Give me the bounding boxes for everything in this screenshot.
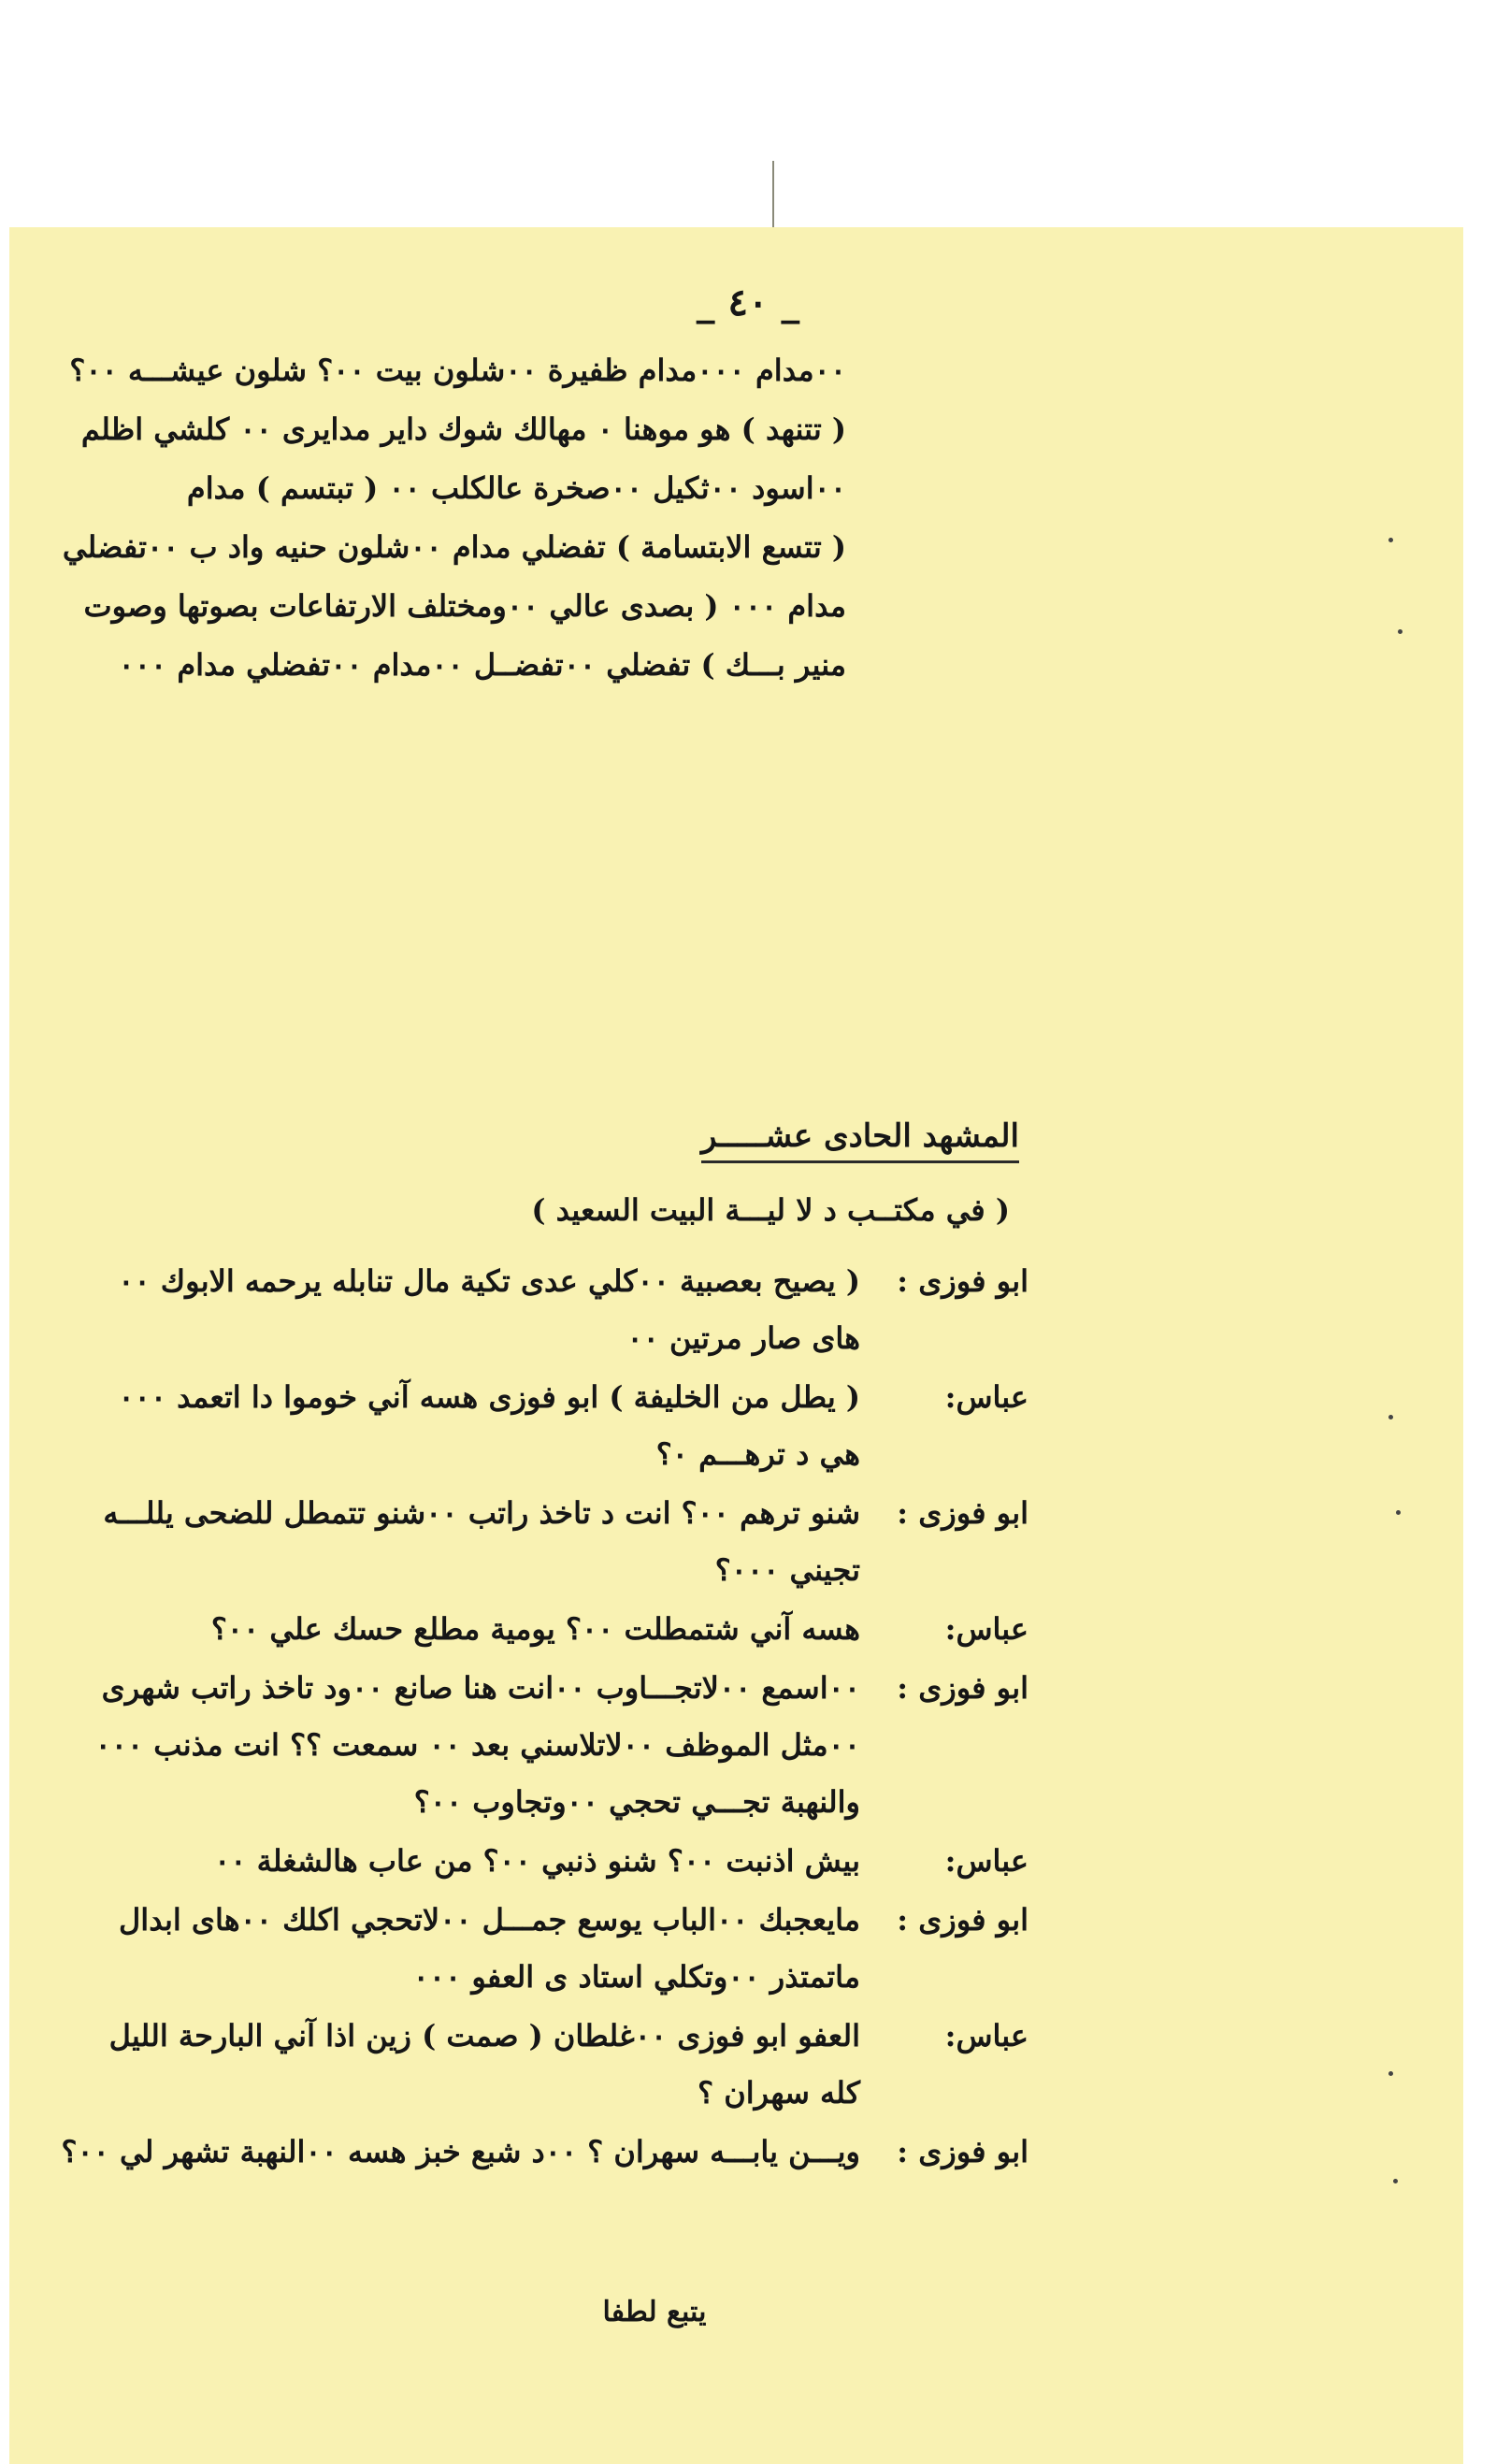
speech-line: ( يصيح بعصبية ٠٠كلي عدى تكية مال تنابله يرحمه الابوك ٠٠	[118, 1263, 860, 1299]
speech-line: كله سهران ؟	[698, 2075, 860, 2111]
text-line: مدام ٠٠٠ ( بصدى عالي ٠٠ومختلف الارتفاعات بصوتها وصوت	[83, 588, 846, 624]
speaker-name: ابو فوزى :	[897, 1670, 1028, 1706]
speaker-name: ابو فوزى :	[897, 1902, 1028, 1938]
speech-text	[65, 1601, 907, 1658]
speck	[1393, 2179, 1398, 2183]
speech-line: ويـــن يابـــه سهران ؟ ٠٠د شبع خبز هسه ٠٠النهبة تشهر لي ٠٠؟	[61, 2134, 860, 2169]
dialogue-line	[65, 1253, 1028, 1367]
registration-mark	[772, 161, 774, 236]
dialogue-line	[61, 2124, 1028, 2181]
text-line: منير بـــك ) تفضلي ٠٠تفضــل ٠٠مدام ٠٠تفضلي مدام ٠٠٠	[118, 647, 846, 683]
speech-line: والنهبة تجـــي تحجي ٠٠وتجاوب ٠٠؟	[413, 1784, 860, 1820]
speech-line: بيش اذنبت ٠٠؟ شنو ذنبي ٠٠؟ من عاب هالشغلة ٠٠	[214, 1843, 860, 1879]
speaker-name: عباس:	[944, 1843, 1028, 1879]
speech-text	[65, 1660, 907, 1831]
speech-line: ٠٠مثل الموظف ٠٠لاتلاسني بعد ٠٠ سمعت ؟؟ انت مذنب ٠٠٠	[94, 1727, 860, 1763]
dialogue-line	[65, 1892, 1028, 2006]
speck	[1396, 1510, 1401, 1515]
speech-line: ( يطل من الخليفة ) ابو فوزى هسه آني خوموا دا اتعمد ٠٠٠	[118, 1379, 860, 1415]
speech-text	[65, 1485, 907, 1599]
speaker-name: ابو فوزى :	[897, 1263, 1028, 1299]
text-line: ( تتنهد ) هو موهنا ٠ مهالك شوك داير مدايرى ٠٠ كلشي اظلم	[80, 411, 846, 447]
speech-line: هسه آني شتمطلت ٠٠؟ يومية مطلع حسك علي ٠٠؟	[210, 1611, 860, 1647]
speech-line: العفو ابو فوزى ٠٠غلطان ( صمت ) زين اذا آني البارحة الليل	[108, 2018, 860, 2053]
speech-line: ماتمتذر ٠٠وتكلي استاد ى العفو ٠٠٠	[412, 1959, 860, 1995]
dialogue-line	[65, 1601, 1028, 1658]
scene-location: ( في مكتــب د لا ليـــة البيت السعيد )	[531, 1192, 1010, 1228]
speech-line: مايعجبك ٠٠الباب يوسع جمـــل ٠٠لاتحجي اكلك ٠٠هاى ابدال	[119, 1902, 860, 1938]
speck	[1388, 1415, 1393, 1419]
dialogue-line	[65, 1485, 1028, 1599]
continuation-note: يتبع لطفا	[602, 2296, 707, 2328]
speech-text	[65, 1253, 907, 1367]
dialogue-line	[65, 2008, 1028, 2122]
speaker-name: ابو فوزى :	[897, 1495, 1028, 1531]
dialogue-block	[61, 1253, 1028, 2183]
speech-text	[62, 2124, 908, 2181]
speech-line: هاى صار مرتين ٠٠	[626, 1320, 860, 1356]
speech-text	[65, 1892, 907, 2006]
scene-title: المشهد الحادى عشـــــر	[701, 1117, 1019, 1163]
text-line: ( تتسع الابتسامة ) تفضلي مدام ٠٠شلون حنيه واد ب ٠٠تفضلي	[62, 529, 846, 565]
speaker-name: عباس:	[944, 1611, 1028, 1647]
speaker-name: ابو فوزى :	[897, 2134, 1028, 2169]
page-number: _ ٤٠ _	[696, 281, 800, 324]
text-line: ٠٠اسود ٠٠ثكيل ٠٠صخرة عالكلب ٠٠ ( تبتسم ) مدام	[186, 470, 846, 506]
dialogue-line	[65, 1660, 1028, 1831]
speck	[1388, 538, 1393, 542]
speaker-name: عباس:	[944, 2018, 1028, 2053]
dialogue-line	[65, 1833, 1028, 1890]
dialogue-line	[65, 1369, 1028, 1483]
speech-text	[65, 1833, 907, 1890]
speech-line: هي د ترهـــم ٠؟	[655, 1436, 860, 1472]
speck	[1388, 2071, 1393, 2076]
speech-text	[65, 1369, 907, 1483]
speech-line: ٠٠اسمع ٠٠لاتجـــاوب ٠٠انت هنا صانع ٠٠ود تاخذ راتب شهرى	[101, 1670, 860, 1706]
speech-line: شنو ترهم ٠٠؟ انت د تاخذ راتب ٠٠شنو تتمطل للضحى يللـــه	[103, 1495, 860, 1531]
speaker-name: عباس:	[944, 1379, 1028, 1415]
speck	[1398, 629, 1402, 634]
text-line: ٠٠مدام ٠٠٠مدام ظفيرة ٠٠شلون بيت ٠٠؟ شلون عيشـــه ٠٠؟	[69, 353, 846, 388]
intro-paragraph	[62, 341, 846, 695]
speech-line: تجيني ٠٠٠؟	[714, 1552, 860, 1588]
speech-text	[65, 2008, 907, 2122]
